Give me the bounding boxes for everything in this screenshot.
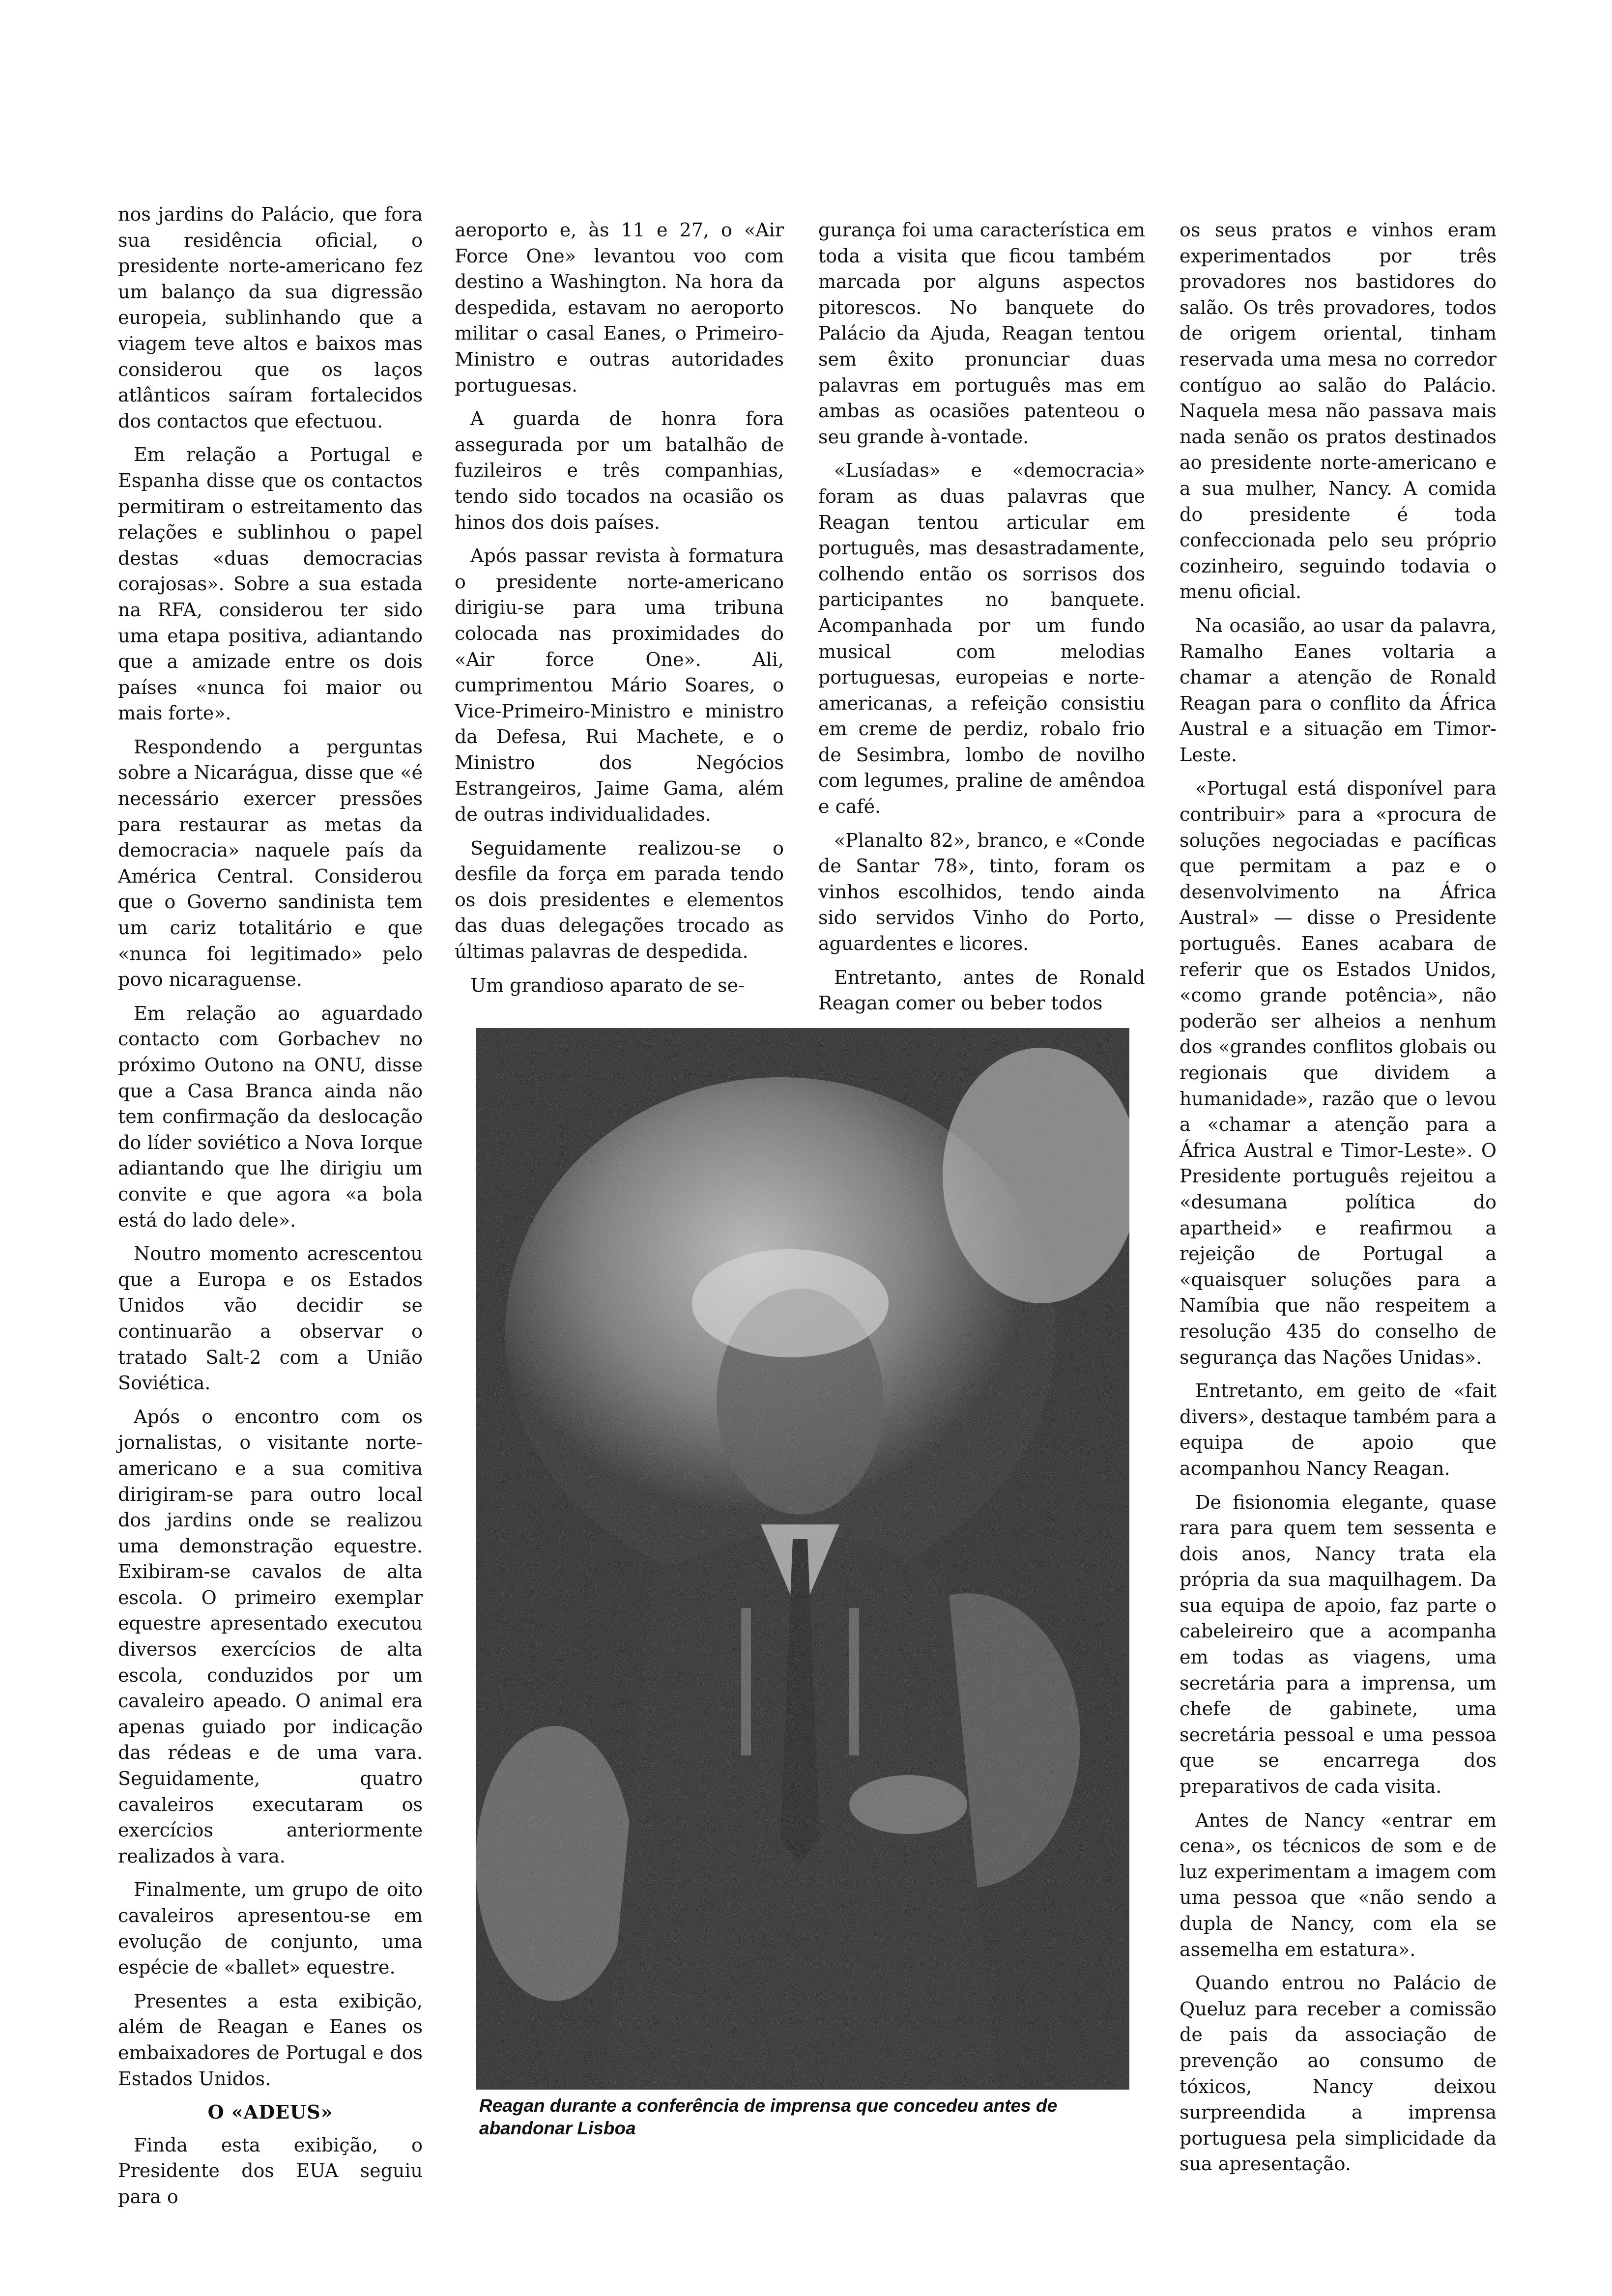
paragraph: «Portugal está disponível para contribuir» para a «procura de soluções negociadas e pacíficas que permitam a paz e o desenvolvimento na África Austral» — disse o Presidente português. Eanes acabara de referir que os Estados Unidos, «como grande potência», não poderão ser alheios a nenhum dos «grandes conflitos globais ou regionais que dividem a humanidade», razão que o levou a «chamar a atenção para a África Austral e Timor-Leste». O Presidente português rejeitou a «desumana política do apartheid» e reafirmou a rejeição de Portugal a «quaisquer soluções para a Namíbia que não respeitem a resolução 435 do conselho de segurança das Nações Unidas». — [1180, 777, 1497, 1368]
photo-caption: Reagan durante a conferência de imprensa que concedeu antes de abandonar Lisboa — [479, 2095, 1058, 2138]
paragraph: Entretanto, antes de Ronald Reagan comer ou beber todos — [818, 966, 1145, 1014]
article-column-2 — [455, 217, 784, 1006]
paragraph: Noutro momento acrescentou que a Europa e os Estados Unidos vão decidir se continuarão a observar o tratado Salt-2 com a União Soviética. — [118, 1243, 423, 1394]
paragraph: Um grandioso aparato de se- — [470, 974, 745, 996]
news-photo — [476, 1028, 1129, 2090]
paragraph: Após passar revista à formatura o presidente norte-americano dirigiu-se para uma tribuna colocada nas proximidades do «Air force One». Ali, cumprimentou Mário Soares, o Vice-Primeiro-Ministro e ministro da Defesa, Rui Machete, e o Ministro dos Negócios Estrangeiros, Jaime Gama, além de outras individualidades. — [455, 545, 784, 826]
paragraph: gurança foi uma característica em toda a visita que ficou também marcada por alguns aspectos pitorescos. No banquete do Palácio da Ajuda, Reagan tentou sem êxito pronunciar duas palavras em português mas em ambas as ocasiões patenteou o seu grande à-vontade. — [818, 219, 1145, 448]
paragraph: Respondendo a perguntas sobre a Nicarágua, disse que «é necessário exercer pressões para restaurar as metas da democracia» naquele país da América Central. Considerou que o Governo sandinista tem um cariz totalitário e que «nunca foi legitimado» pelo povo nicaraguense. — [118, 736, 423, 991]
paragraph: Seguidamente realizou-se o desfile da força em parada tendo os dois presidentes e elementos das duas delegações trocado as últimas palavras de despedida. — [455, 837, 784, 963]
paragraph: Finalmente, um grupo de oito cavaleiros apresentou-se em evolução de conjunto, uma espécie de «ballet» equestre. — [118, 1879, 423, 1979]
paragraph: os seus pratos e vinhos eram experimentados por três provadores nos bastidores do salão. Os três provadores, todos de origem oriental, tinham reservada uma mesa no corredor contíguo ao salão do Palácio. Naquela mesa não passava mais nada senão os pratos destinados ao presidente norte-americano e a sua mulher, Nancy. A comida do presidente é toda confeccionada pelo seu próprio cozinheiro, seguindo todavia o menu oficial. — [1180, 219, 1497, 603]
paragraph: Quando entrou no Palácio de Queluz para receber a comissão de pais da associação de prevenção ao consumo de tóxicos, Nancy deixou surpreendida a imprensa portuguesa pela simplicidade da sua apresentação. — [1180, 1972, 1497, 2175]
article-column-3 — [818, 217, 1145, 1024]
photo-image — [476, 1028, 1129, 2090]
paragraph: De fisionomia elegante, quase rara para quem tem sessenta e dois anos, Nancy trata ela própria da sua maquilhagem. Da sua equipa de apoio, faz parte o cabeleireiro que a acompanha em todas as viagens, uma secretária para a imprensa, um chefe de gabinete, uma secretária pessoal e uma pessoa que se encarrega dos preparativos de cada visita. — [1180, 1491, 1497, 1798]
paragraph: Após o encontro com os jornalistas, o visitante norte-americano e a sua comitiva dirigiram-se para outro local dos jardins onde se realizou uma demonstração equestre. Exibiram-se cavalos de alta escola. O primeiro exemplar equestre apresentado executou diversos exercícios de alta escola, conduzidos por um cavaleiro apeado. O animal era apenas guiado por indicação das rédeas e de uma vara. Seguidamente, quatro cavaleiros executaram os exercícios anteriormente realizados à vara. — [118, 1406, 423, 1867]
paragraph: A guarda de honra fora assegurada por um batalhão de fuzileiros e três companhias, tendo sido tocados na ocasião os hinos dos dois países. — [455, 408, 784, 533]
paragraph: Na ocasião, ao usar da palavra, Ramalho Eanes voltaria a chamar a atenção de Ronald Reagan para o conflito da África Austral e a situação em Timor-Leste. — [1180, 614, 1497, 766]
paragraph: Em relação a Portugal e Espanha disse que os contactos permitiram o estreitamento das relações e sublinhou o papel destas «duas democracias corajosas». Sobre a sua estada na RFA, considerou ter sido uma etapa positiva, adiantando que a amizade entre os dois países «nunca foi maior ou mais forte». — [118, 444, 423, 724]
paragraph: aeroporto e, às 11 e 27, o «Air Force One» levantou voo com destino a Washington. Na hora da despedida, estavam no aeroporto militar o casal Eanes, o Primeiro-Ministro e outras autoridades portuguesas. — [455, 219, 784, 396]
paragraph: nos jardins do Palácio, que fora sua residência oficial, o presidente norte-americano fez um balanço da sua digressão europeia, sublinhando que a viagem teve altos e baixos mas considerou que os laços atlânticos saíram fortalecidos dos contactos que efectuou. — [118, 203, 423, 432]
paragraph: Em relação ao aguardado contacto com Gorbachev no próximo Outono na ONU, disse que a Casa Branca ainda não tem confirmação da deslocação do líder soviético a Nova Iorque adiantando que lhe dirigiu um convite e que agora «a bola está do lado dele». — [118, 1002, 423, 1231]
paragraph: «Lusíadas» e «democracia» foram as duas palavras que Reagan tentou articular em português, mas desastradamente, colhendo então os sorrisos dos participantes no banquete. Acompanhada por um fundo musical com melodias portuguesas, europeias e norte-americanas, a refeição consistiu em creme de perdiz, robalo frio de Sesimbra, lombo de novilho com legumes, praline de amêndoa e café. — [818, 459, 1145, 818]
article-column-4 — [1180, 217, 1497, 2185]
section-heading: O «ADEUS» — [207, 2101, 333, 2124]
paragraph: «Planalto 82», branco, e «Conde de Santar 78», tinto, foram os vinhos escolhidos, tendo ainda sido servidos Vinho do Porto, aguardentes e licores. — [818, 829, 1145, 955]
paragraph: Finda esta exibição, o Presidente dos EUA seguiu para o — [118, 2134, 423, 2208]
paragraph: Presentes a esta exibição, além de Reagan e Eanes os embaixadores de Portugal e dos Estados Unidos. — [118, 1990, 423, 2090]
paragraph: Antes de Nancy «entrar em cena», os técnicos de som e de luz experimentam a imagem com uma pessoa que «não sendo a dupla de Nancy, com ela se assemelha em estatura». — [1180, 1809, 1497, 1960]
paragraph: Entretanto, em geito de «fait divers», destaque também para a equipa de apoio que acompanhou Nancy Reagan. — [1180, 1380, 1497, 1479]
article-column-1 — [118, 201, 423, 2218]
